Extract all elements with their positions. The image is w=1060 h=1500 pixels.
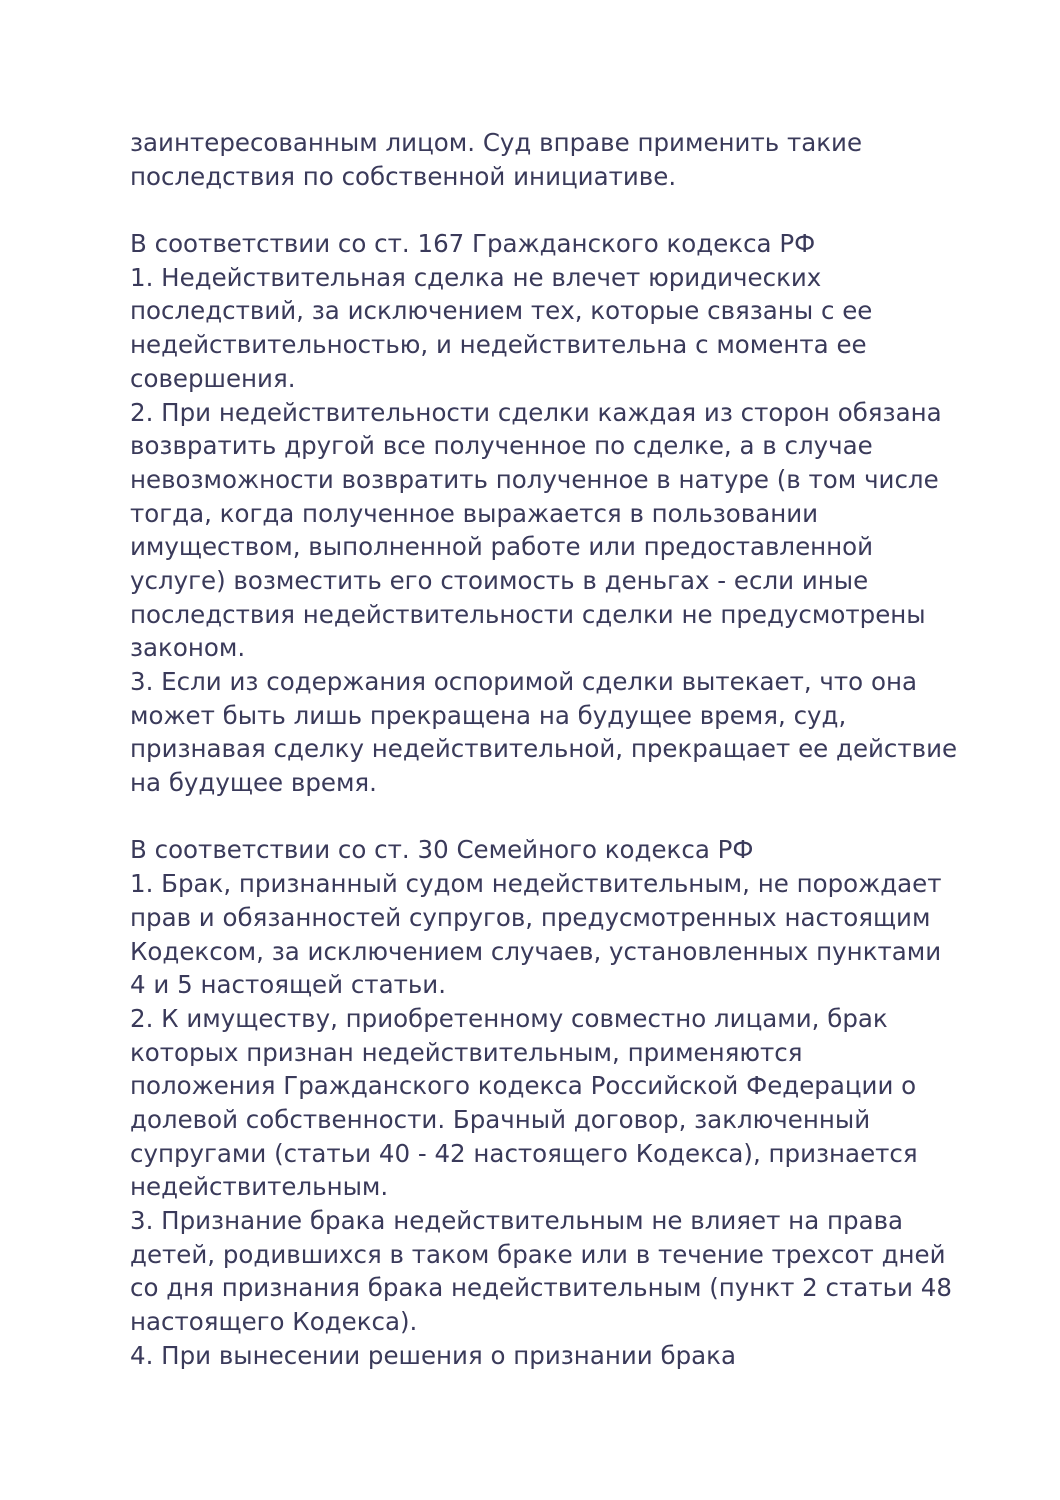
paragraph-2 <box>130 227 958 800</box>
text-line: может быть лишь прекращена на будущее время, суд, <box>130 700 847 730</box>
text-line: возвратить другой все полученное по сделке, а в случае <box>130 431 873 461</box>
text-line: недействительностью, и недействительна с момента ее <box>130 330 867 360</box>
text-line: 1. Недействительная сделка не влечет юридических <box>130 262 822 292</box>
text-line: последствия недействительности сделки не предусмотрены <box>130 599 926 629</box>
text-line: супругами (статьи 40 - 42 настоящего Кодекса), признается <box>130 1138 918 1168</box>
text-line: последствия по собственной инициативе. <box>130 161 677 191</box>
text-line: 4. При вынесении решения о признании брака <box>130 1340 736 1370</box>
text-line: заинтересованным лицом. Суд вправе применить такие <box>130 128 863 157</box>
document-body <box>130 126 958 1372</box>
text-line: долевой собственности. Брачный договор, заключенный <box>130 1104 871 1134</box>
paragraph-gap <box>130 800 940 834</box>
text-line: последствий, за исключением тех, которые связаны с ее <box>130 296 873 326</box>
text-line: 3. Признание брака недействительным не влияет на права <box>130 1206 904 1235</box>
text-line: Кодексом, за исключением случаев, установленных пунктами <box>130 936 942 966</box>
text-line: которых признан недействительным, применяются <box>130 1037 803 1067</box>
text-line: на будущее время. <box>130 768 377 798</box>
paragraph-gap <box>130 193 940 227</box>
paragraph-1 <box>130 126 940 193</box>
text-line: недействительным. <box>130 1172 389 1202</box>
section-heading-line: В соответствии со ст. 30 Семейного кодекса РФ <box>130 835 754 865</box>
text-line: имуществом, выполненной работе или предоставленной <box>130 532 874 562</box>
text-line: прав и обязанностей супругов, предусмотренных настоящим <box>130 902 931 932</box>
text-line: невозможности возвратить полученное в натуре (в том числе <box>130 464 939 494</box>
text-line: тогда, когда полученное выражается в пользовании <box>130 498 819 528</box>
text-line: 4 и 5 настоящей статьи. <box>130 970 446 1000</box>
text-line: совершения. <box>130 363 296 393</box>
text-line: 1. Брак, признанный судом недействительным, не порождает <box>130 869 942 899</box>
text-line: со дня признания брака недействительным (пункт 2 статьи 48 <box>130 1273 952 1303</box>
text-line: положения Гражданского кодекса Российской Федерации о <box>130 1071 917 1101</box>
text-line: признавая сделку недействительной, прекращает ее действие <box>130 734 958 764</box>
text-line: 2. При недействительности сделки каждая из сторон обязана <box>130 397 942 427</box>
text-line: детей, родившихся в таком браке или в течение трехсот дней <box>130 1239 946 1269</box>
text-line: настоящего Кодекса). <box>130 1307 418 1337</box>
text-line: услуге) возместить его стоимость в деньгах - если иные <box>130 565 869 595</box>
text-line: 2. К имуществу, приобретенному совместно лицами, брак <box>130 1003 888 1033</box>
text-line: законом. <box>130 633 246 663</box>
section-heading-line: В соответствии со ст. 167 Гражданского кодекса РФ <box>130 229 816 259</box>
text-line: 3. Если из содержания оспоримой сделки вытекает, что она <box>130 667 917 696</box>
paragraph-3 <box>130 833 952 1372</box>
